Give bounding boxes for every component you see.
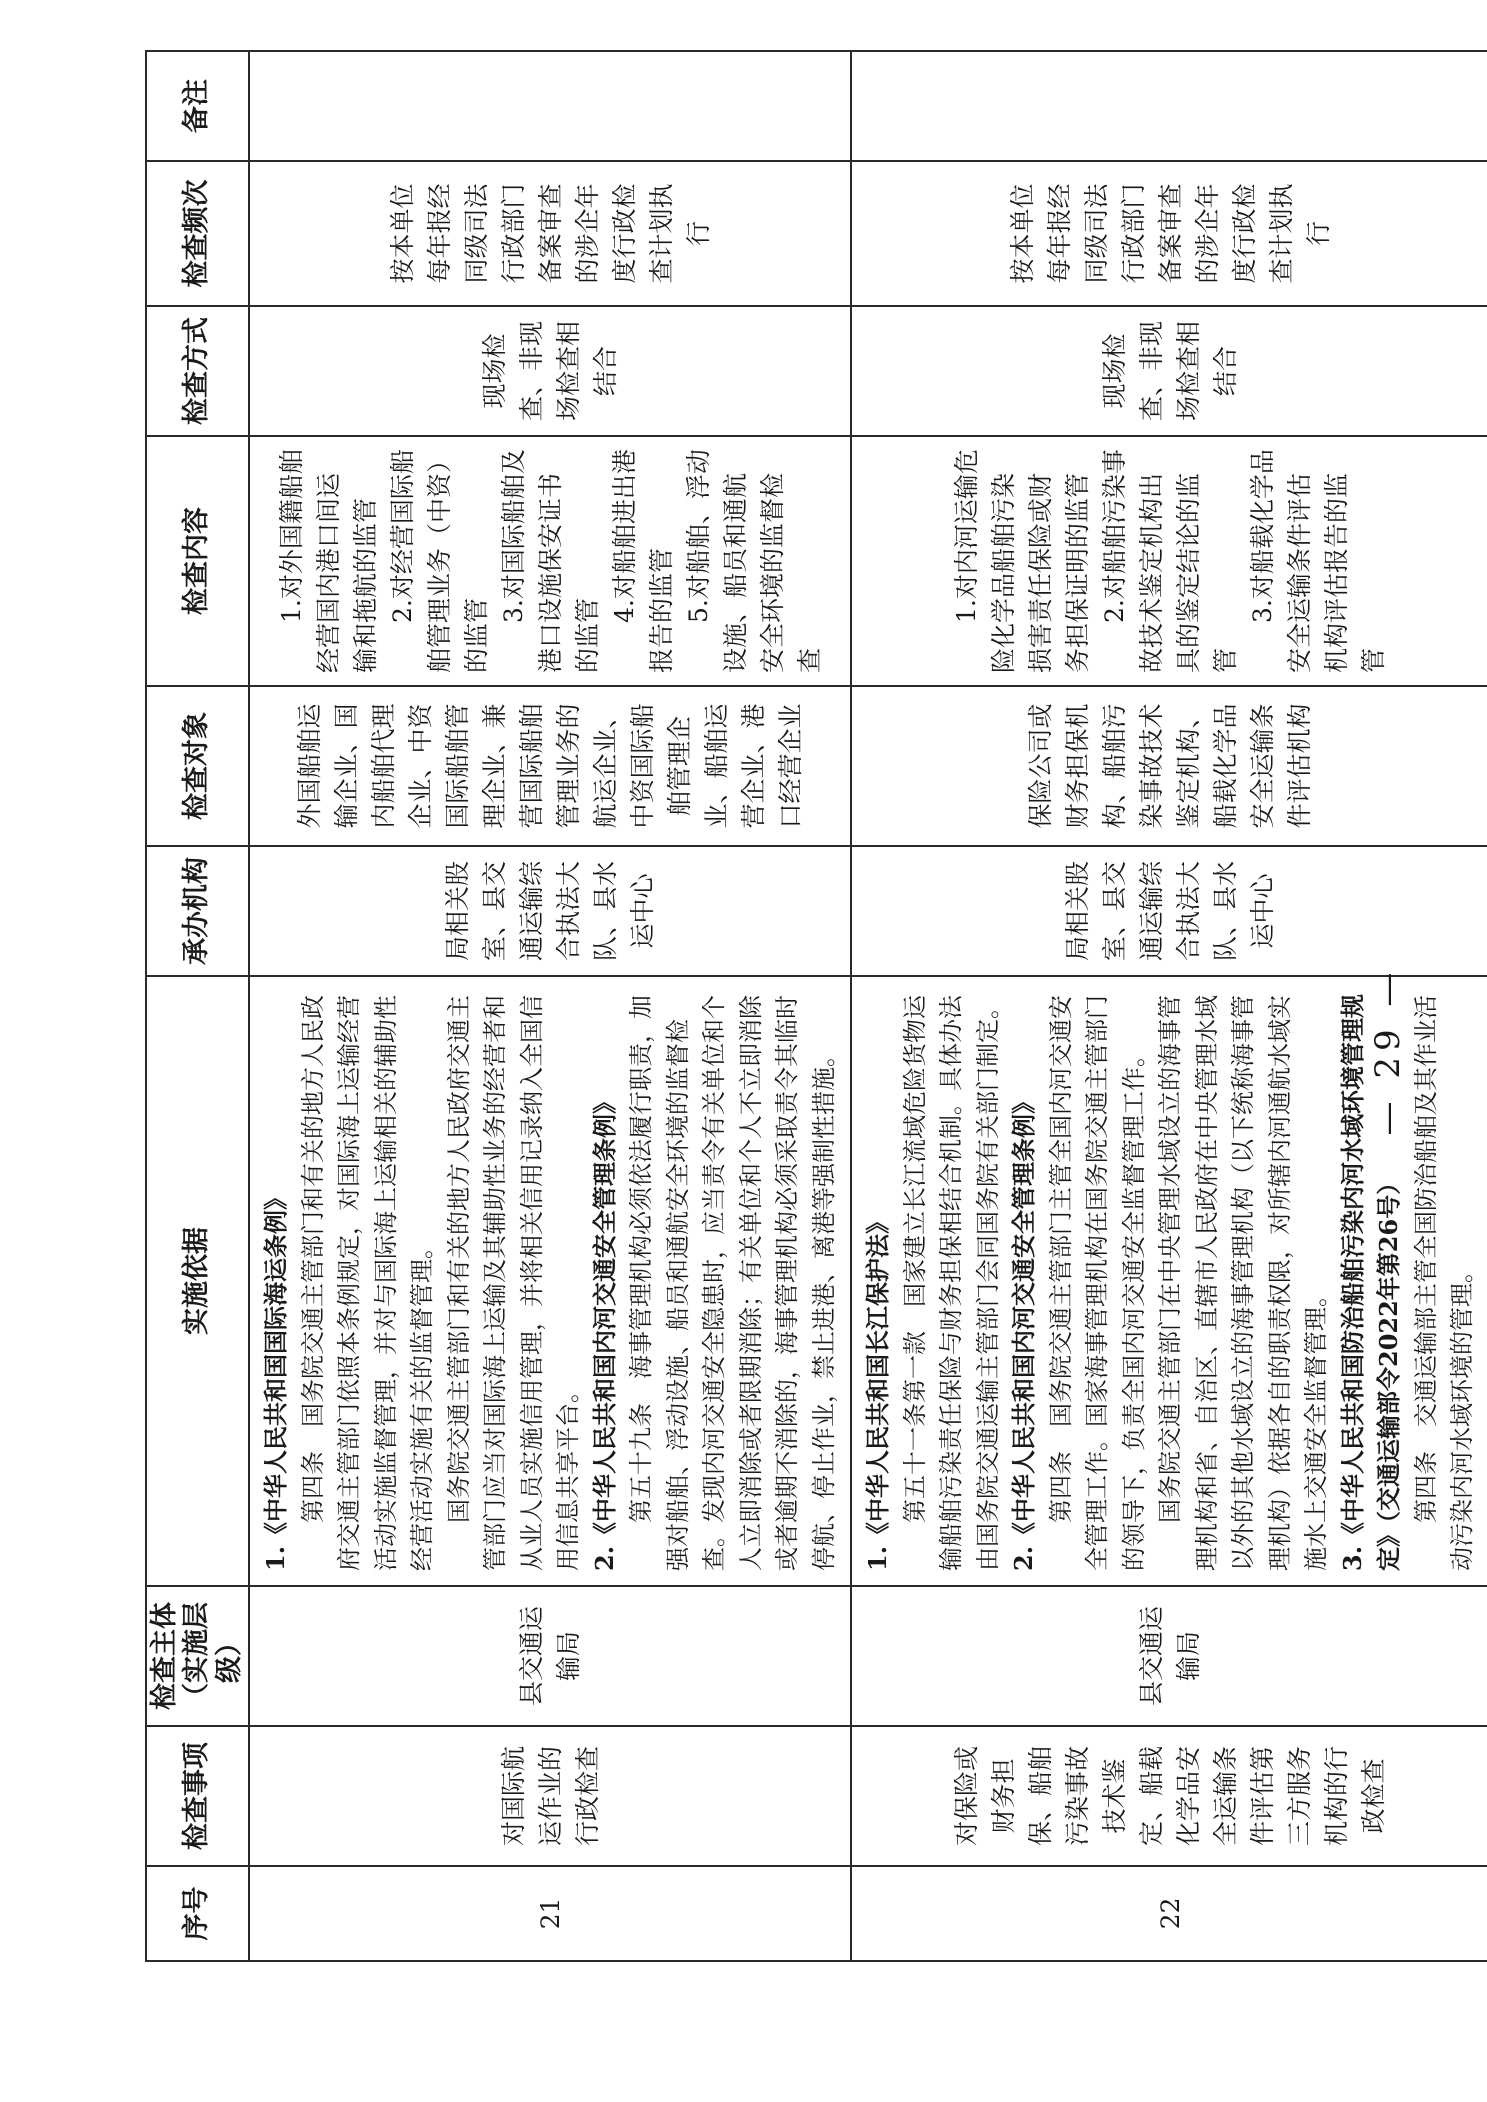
header-content: 检查内容 (146, 436, 249, 686)
row-item: 对国际航运作业的行政检查 (249, 1726, 851, 1866)
header-subject: 检查主体（实施层级） (146, 1586, 249, 1726)
content-item: 5.对船舶、浮动设施、船员和通航安全环境的监督检查 (683, 449, 824, 673)
row-frequency: 按本单位每年报经同级司法行政部门备案审查的涉企年度行政检查计划执行 (851, 161, 1487, 306)
basis-paragraph: 第四条 国务院交通主管部门和有关的地方人民政府交通主管部门依照本条例规定，对国际海上运输经营活动实施监督管理，并对与国际海上运输相关的辅助性经营活动实施有关的监督管理。 (298, 995, 437, 1571)
content-item: 1.对外国籍船舶经营国内港口间运输和拖航的监管 (276, 449, 380, 673)
basis-paragraph: 第五十一条第一款 国家建立长江流域危险货物运输船舶污染责任保险与财务担保相结合机制。具体办法由国务院交通运输主管部门会同国务院有关部门制定。 (900, 995, 1002, 1571)
row-subject: 县交通运输局 (249, 1586, 851, 1726)
content-item: 2.对船舶污染事故技术鉴定机构出具的鉴定结论的监管 (1100, 449, 1241, 673)
row-method: 现场检查、非现场检查相结合 (851, 306, 1487, 436)
header-dept: 承办机构 (146, 846, 249, 976)
basis-paragraph: 第四条 交通运输部主管全国防治船舶及其作业活动污染内河水域环境的管理。 (1411, 995, 1477, 1571)
row-no: 21 (249, 1866, 851, 1961)
row-subject: 县交通运输局 (851, 1586, 1487, 1726)
header-method: 检查方式 (146, 306, 249, 436)
header-no: 序号 (146, 1866, 249, 1961)
row-no: 22 (851, 1866, 1487, 1961)
row-frequency: 按本单位每年报经同级司法行政部门备案审查的涉企年度行政检查计划执行 (249, 161, 851, 306)
header-row (146, 51, 249, 1961)
content-item: 4.对船舶进出港报告的监管 (609, 449, 676, 673)
row-object: 外国船舶运输企业、国内船舶代理企业、中资国际船舶管理企业、兼营国际船舶管理业务的航运企业、中资国际船舶管理企业、船舶运营企业、港口经营企业 (249, 686, 851, 846)
inspection-table (145, 50, 1487, 1962)
row-remark (249, 51, 851, 161)
basis-law: 2.《中华人民共和国内河交通安全管理条例》 (589, 1089, 619, 1571)
basis-paragraph: 国务院交通主管部门在中央管理水域设立的海事管理机构和省、自治区、直辖市人民政府在中央管理水域以外的其他水域设立的海事管理机构（以下统称海事管理机构）依据各自的职责权限，对所辖内河通航水域实施水上交通安全监督管理。 (1156, 995, 1331, 1571)
basis-law: 1.《中华人民共和国长江保护法》 (863, 1209, 893, 1571)
row-dept: 局相关股室、县交通运输综合执法大队、县水运中心 (851, 846, 1487, 976)
header-frequency: 检查频次 (146, 161, 249, 306)
basis-paragraph: 第四条 国务院交通主管部门主管全国内河交通安全管理工作。国家海事管理机构在国务院交通主管部门的领导下，负责全国内河交通安全监督管理工作。 (1046, 995, 1148, 1571)
header-item: 检查事项 (146, 1726, 249, 1866)
content-item: 3.对船载化学品安全运输条件评估机构评估报告的监管 (1248, 449, 1389, 673)
content-item: 1.对内河运输危险化学品船舶污染损害责任保险或财务担保证明的监管 (952, 449, 1093, 673)
page-number: — 29 — (1368, 966, 1408, 1136)
header-remark: 备注 (146, 51, 249, 161)
basis-paragraph: 第五十九条 海事管理机构必须依法履行职责，加强对船舶、浮动设施、船员和通航安全环境的监督检查。发现内河交通安全隐患时，应当责令有关单位和个人立即消除或者限期消除；有关单位和个人不立即消除或者逾期不消除的，海事管理机构必须采取责令其临时停航、停止作业，禁止进港、离港等强制性措施。 (627, 995, 838, 1571)
basis-paragraph: 国务院交通主管部门和有关的地方人民政府交通主管部门应当对国际海上运输及其辅助性业务的经营者和从业人员实施信用管理，并将相关信用记录纳入全国信用信息共享平台。 (444, 995, 583, 1571)
table-row (249, 51, 851, 1961)
basis-law: 1.《中华人民共和国国际海运条例》 (261, 1185, 291, 1571)
row-object: 保险公司或财务担保机构、船舶污染事故技术鉴定机构、船载化学品安全运输条件评估机构 (851, 686, 1487, 846)
basis-law: 3.《中华人民共和国防治船舶污染内河水域环境管理规定》（交通运输部令2022年第26号） (1337, 993, 1404, 1571)
content-item: 3.对国际船舶及港口设施保安证书的监管 (498, 449, 602, 673)
basis-law: 2.《中华人民共和国内河交通安全管理条例》 (1009, 1089, 1039, 1571)
header-object: 检查对象 (146, 686, 249, 846)
header-basis: 实施依据 (146, 976, 249, 1586)
row-method: 现场检查、非现场检查相结合 (249, 306, 851, 436)
row-item: 对保险或财务担保、船舶污染事故技术鉴定、船载化学品安全运输条件评估第三方服务机构的行政检查 (851, 1726, 1487, 1866)
row-basis (249, 976, 851, 1586)
content-item: 2.对经营国际船舶管理业务（中资）的监管 (387, 449, 491, 673)
row-dept: 局相关股室、县交通运输综合执法大队、县水运中心 (249, 846, 851, 976)
row-content (249, 436, 851, 686)
